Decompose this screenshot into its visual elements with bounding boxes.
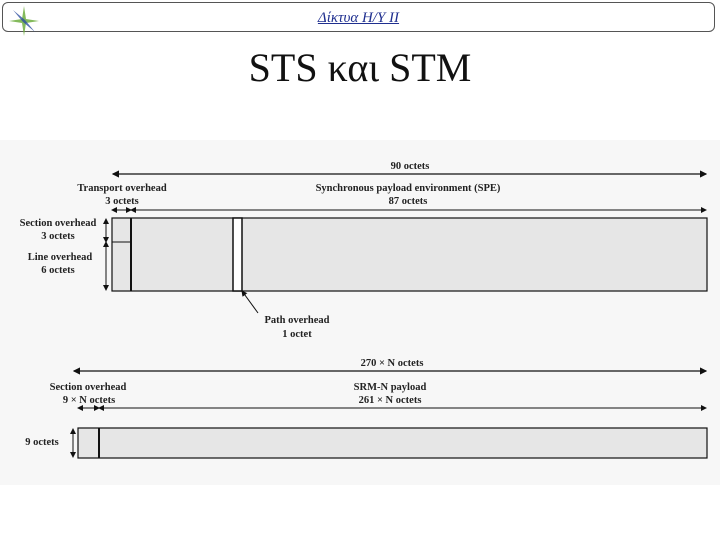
stm-total-width-label: 270 × N octets: [360, 358, 424, 369]
sts-line-overhead-label: Line overhead: [27, 252, 93, 263]
sts-transport-overhead-size: 3 octets: [105, 196, 139, 207]
sts-path-overhead-size: 1 octet: [282, 329, 312, 340]
course-title: Δίκτυα Η/Υ ΙΙ: [317, 10, 400, 26]
stm-payload-size: 261 × N octets: [358, 395, 422, 406]
header-bar: [2, 2, 715, 32]
stm-section-overhead-size: 9 × N octets: [62, 395, 116, 406]
stm-section-overhead-label: Section overhead: [49, 382, 127, 393]
page-title: STS και STM: [248, 45, 472, 90]
sts-section-overhead-size: 3 octets: [41, 231, 75, 242]
sts-spe-label: Synchronous payload environment (SPE): [315, 183, 501, 194]
sts-total-width-label: 90 octets: [390, 161, 430, 172]
sts-line-overhead-size: 6 octets: [41, 265, 75, 276]
stm-rows-label: 9 octets: [25, 437, 59, 448]
stm-frame-box: [78, 428, 707, 458]
sts-spe-size: 87 octets: [388, 196, 428, 207]
stm-payload-label: SRM-N payload: [353, 382, 427, 393]
sts-section-overhead-label: Section overhead: [19, 218, 97, 229]
sts-path-overhead-column: [233, 218, 242, 291]
sts-path-pointer: [242, 291, 258, 313]
frame-diagram: [0, 140, 720, 485]
sts-frame-box: [112, 218, 707, 291]
sts-transport-overhead-label: Transport overhead: [77, 183, 167, 194]
sts-path-overhead-label: Path overhead: [264, 315, 330, 326]
